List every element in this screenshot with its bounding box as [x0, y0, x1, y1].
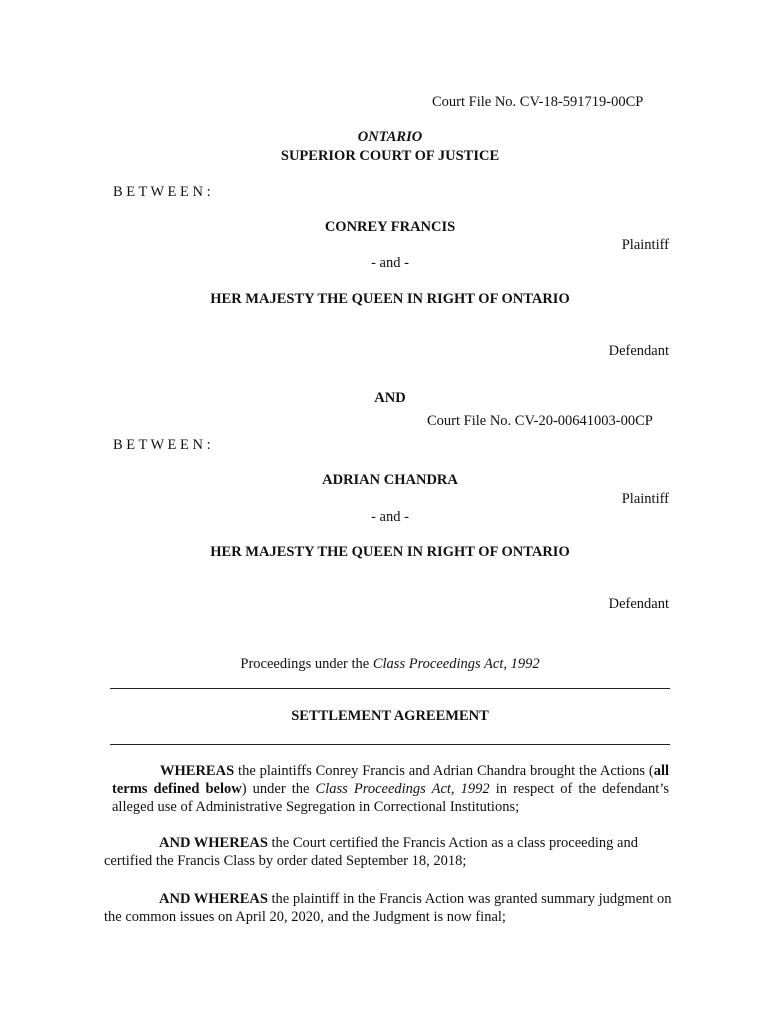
court-heading: SUPERIOR COURT OF JUSTICE — [280, 148, 500, 164]
recital-1-text-b: ) under the — [241, 781, 316, 797]
proceedings-line — [110, 656, 670, 673]
court-file-number-2: Court File No. CV-20-00641003-00CP — [427, 413, 653, 429]
and-joiner: AND — [374, 390, 406, 406]
document-title: SETTLEMENT AGREEMENT — [291, 708, 489, 724]
recital-2 — [104, 834, 684, 870]
plaintiff-role-1: Plaintiff — [621, 237, 669, 253]
proceedings-prefix: Proceedings under the — [240, 656, 373, 672]
recital-1-act: Class Proceedings Act, 1992 — [315, 781, 490, 797]
recital-1-text-c: in respect of the defendant’s alleged use of Administrative Segregation in Correctional Institutions; — [112, 781, 669, 815]
and-separator-2: - and - — [371, 509, 409, 525]
plaintiff-name-2: ADRIAN CHANDRA — [322, 472, 458, 488]
proceedings-act: Class Proceedings Act, 1992 — [372, 656, 540, 672]
recital-3-lead: AND WHEREAS — [159, 891, 268, 907]
defendant-role-2: Defendant — [608, 596, 669, 612]
recital-1-text-a: the plaintiffs Conrey Francis and Adrian Chandra brought the Actions ( — [234, 763, 654, 779]
recital-3 — [104, 890, 684, 926]
defendant-role-1: Defendant — [608, 343, 669, 359]
province-heading: ONTARIO — [357, 129, 423, 145]
defendant-name-1: HER MAJESTY THE QUEEN IN RIGHT OF ONTARIO — [210, 291, 570, 307]
recital-1-lead: WHEREAS — [160, 763, 235, 779]
court-file-number-1: Court File No. CV-18-591719-00CP — [432, 94, 644, 110]
defendant-name-2: HER MAJESTY THE QUEEN IN RIGHT OF ONTARIO — [210, 544, 570, 560]
between-label-2: B E T W E E N : — [113, 437, 211, 453]
between-label-1: B E T W E E N : — [113, 184, 211, 200]
recital-3-text: the plaintiff in the Francis Action was granted summary judgment on the common issues on April 20, 2020, and the Judgment is now final; — [104, 891, 672, 925]
recital-2-text: the Court certified the Francis Action as a class proceeding and certified the Francis Class by order dated September 18, 2018; — [104, 835, 638, 869]
recital-1 — [112, 762, 669, 816]
and-separator-1: - and - — [371, 255, 409, 271]
recital-1-defined-terms: all terms defined below — [112, 763, 669, 797]
bottom-title-rule — [110, 744, 670, 745]
plaintiff-role-2: Plaintiff — [621, 491, 669, 507]
plaintiff-name-1: CONREY FRANCIS — [324, 219, 456, 235]
recital-2-lead: AND WHEREAS — [159, 835, 268, 851]
top-title-rule — [110, 688, 670, 689]
